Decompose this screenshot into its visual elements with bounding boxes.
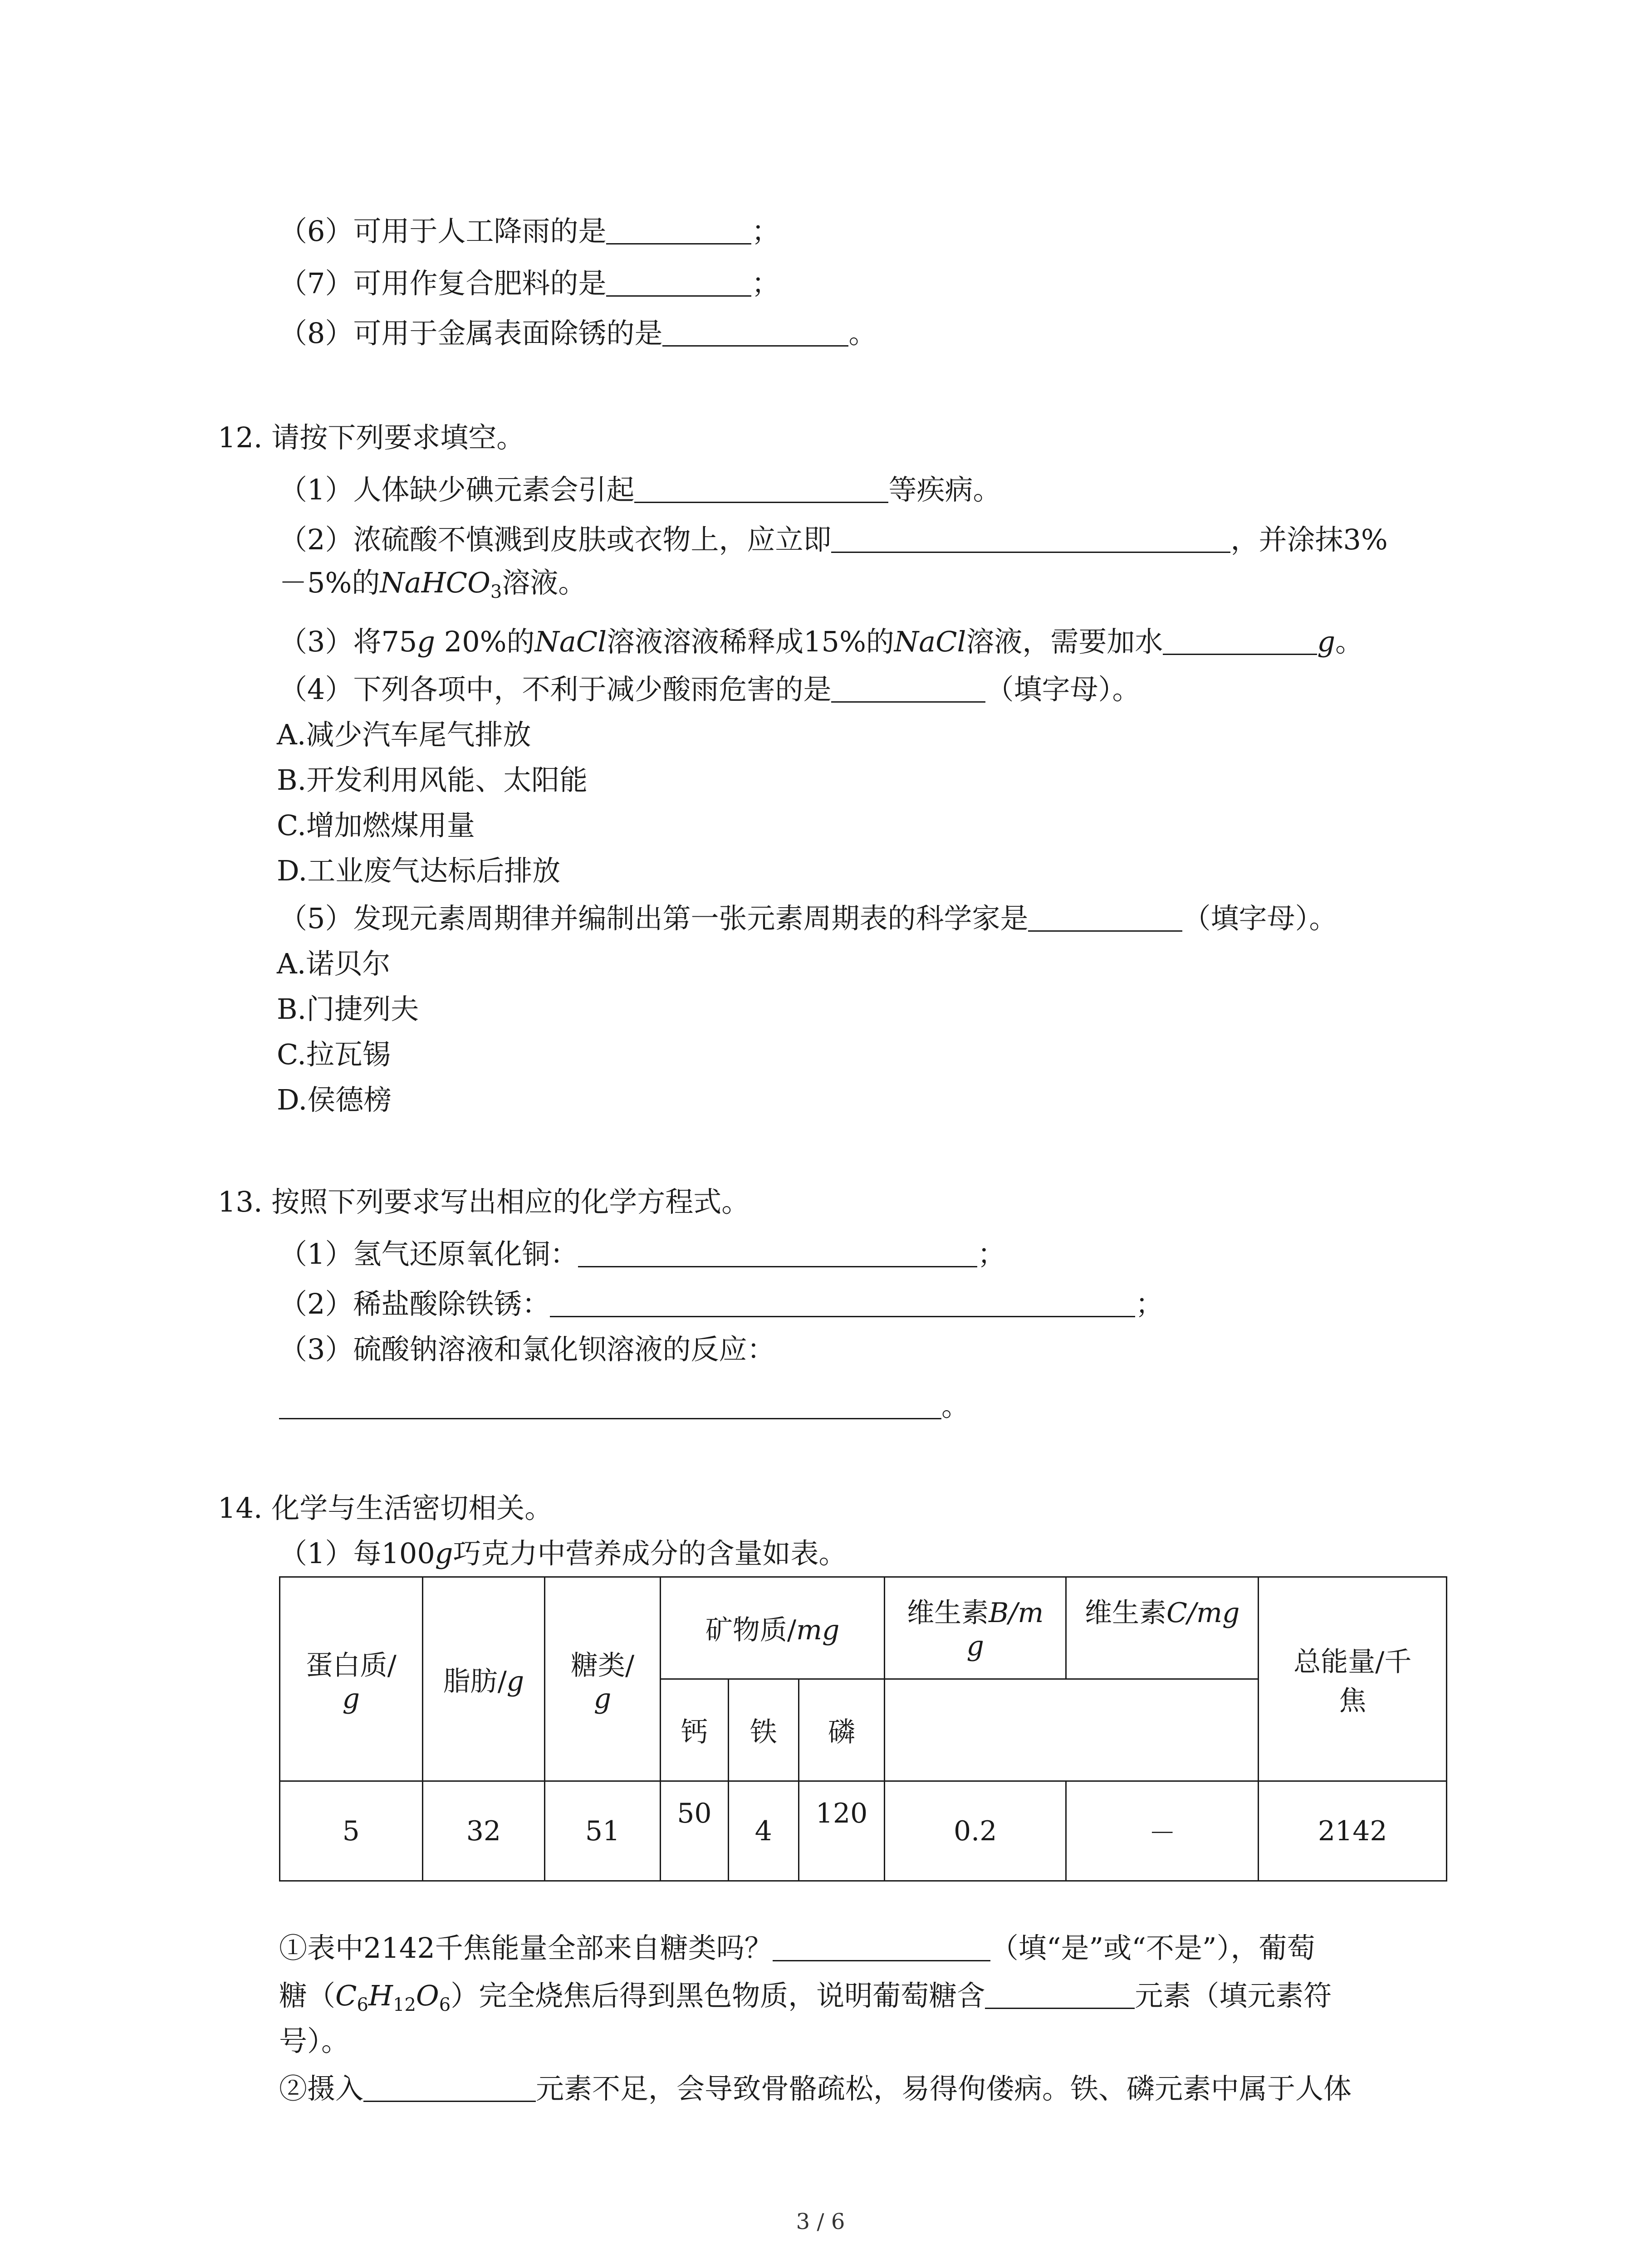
header-protein: 蛋白质/ g bbox=[280, 1577, 423, 1781]
q11-item-8: （8）可用于金属表面除锈的是 。 bbox=[279, 317, 877, 350]
value-vitamin-b: 0.2 bbox=[885, 1781, 1066, 1881]
answer-blank[interactable] bbox=[279, 1391, 941, 1419]
value-phosphorus: 120 bbox=[798, 1781, 885, 1881]
q13-part-3-answer: 。 bbox=[279, 1388, 970, 1424]
header-fat: 脂肪/g bbox=[422, 1577, 545, 1781]
header-iron: 铁 bbox=[728, 1679, 798, 1781]
q12-part-2-cont: －5%的NaHCO$_3$溶液。 bbox=[279, 566, 587, 602]
q12-option-a[interactable]: A.诺贝尔 bbox=[277, 947, 391, 980]
header-energy: 总能量/千 焦 bbox=[1259, 1577, 1447, 1781]
q14-part-1: （1）每100g巧克力中营养成分的含量如表。 bbox=[279, 1537, 847, 1570]
q12-part-4: （4）下列各项中，不利于减少酸雨危害的是 （填字母）。 bbox=[279, 673, 1141, 706]
header-vitamin-c: 维生素C/mg bbox=[1066, 1577, 1259, 1679]
q12-title: 12. 请按下列要求填空。 bbox=[218, 421, 525, 454]
header-phosphorus: 磷 bbox=[798, 1679, 885, 1781]
answer-blank[interactable] bbox=[1163, 626, 1317, 655]
q13-part-2: （2）稀盐酸除铁锈： ； bbox=[279, 1287, 1164, 1320]
q12-option-d[interactable]: D.工业废气达标后排放 bbox=[277, 854, 561, 887]
q13-part-3: （3）硫酸钠溶液和氯化钡溶液的反应： bbox=[279, 1333, 775, 1366]
value-calcium: 50 bbox=[660, 1781, 728, 1881]
q12-part-1: （1）人体缺少碘元素会引起 等疾病。 bbox=[279, 473, 1001, 506]
value-sugar: 51 bbox=[545, 1781, 661, 1881]
q11-item-7: （7）可用作复合肥料的是 ； bbox=[279, 267, 780, 300]
q14-sub-1-cont: 糖$(C_6H_{12}O_6)$完全烧焦后得到黑色物质，说明葡萄糖含 元素（填元素符 bbox=[279, 1979, 1332, 2015]
answer-blank[interactable] bbox=[550, 1289, 1135, 1317]
answer-blank[interactable] bbox=[634, 474, 888, 503]
header-calcium: 钙 bbox=[660, 1679, 728, 1781]
answer-blank[interactable] bbox=[363, 2073, 536, 2102]
value-vitamin-c: － bbox=[1066, 1781, 1259, 1881]
q12-part-2: （2）浓硫酸不慎溅到皮肤或衣物上，应立即 ，并涂抹3% bbox=[279, 523, 1388, 556]
value-energy: 2142 bbox=[1259, 1781, 1447, 1881]
header-sugar: 糖类/ g bbox=[545, 1577, 661, 1781]
q12-option-c[interactable]: C.拉瓦锡 bbox=[277, 1038, 391, 1071]
answer-blank[interactable] bbox=[662, 318, 848, 347]
q14-sub-1-end: 号）。 bbox=[279, 2024, 350, 2058]
q14-sub-1: ①表中2142千焦能量全部来自糖类吗？ （填“是”或“不是”），葡萄 bbox=[279, 1931, 1315, 1965]
header-mineral: 矿物质/mg bbox=[660, 1577, 885, 1679]
q14-sub-2: ②摄入 元素不足，会导致骨骼疏松，易得佝偻病。铁、磷元素中属于人体 bbox=[279, 2072, 1352, 2105]
answer-blank[interactable] bbox=[985, 1980, 1135, 2009]
answer-blank[interactable] bbox=[773, 1933, 990, 1961]
value-protein: 5 bbox=[280, 1781, 423, 1881]
answer-blank[interactable] bbox=[606, 216, 751, 244]
q12-option-a[interactable]: A.减少汽车尾气排放 bbox=[277, 718, 531, 751]
answer-blank[interactable] bbox=[606, 268, 751, 297]
answer-blank[interactable] bbox=[1028, 903, 1182, 932]
empty-cell bbox=[885, 1679, 1259, 1781]
q14-title: 14. 化学与生活密切相关。 bbox=[218, 1491, 553, 1525]
q12-option-b[interactable]: B.门捷列夫 bbox=[277, 992, 419, 1026]
answer-blank[interactable] bbox=[831, 524, 1230, 553]
q13-title: 13. 按照下列要求写出相应的化学方程式。 bbox=[218, 1185, 750, 1218]
q12-part-3: （3）将75g 20%的NaCl溶液溶液稀释成15%的NaCl溶液，需要加水 g。 bbox=[279, 625, 1364, 658]
value-fat: 32 bbox=[422, 1781, 545, 1881]
q12-option-b[interactable]: B.开发利用风能、太阳能 bbox=[277, 763, 588, 797]
q11-item-6: （6）可用于人工降雨的是 ； bbox=[279, 215, 780, 248]
page-number: 3 / 6 bbox=[796, 2209, 845, 2234]
answer-blank[interactable] bbox=[831, 674, 985, 703]
header-vitamin-b: 维生素B/m g bbox=[885, 1577, 1066, 1679]
value-iron: 4 bbox=[728, 1781, 798, 1881]
answer-blank[interactable] bbox=[578, 1239, 977, 1267]
q12-part-5: （5）发现元素周期律并编制出第一张元素周期表的科学家是 （填字母）。 bbox=[279, 902, 1337, 935]
q13-part-1: （1）氢气还原氧化铜： ； bbox=[279, 1237, 1006, 1271]
q12-option-c[interactable]: C.增加燃煤用量 bbox=[277, 809, 475, 842]
nutrition-table bbox=[279, 1576, 1447, 1882]
q12-option-d[interactable]: D.侯德榜 bbox=[277, 1083, 392, 1116]
